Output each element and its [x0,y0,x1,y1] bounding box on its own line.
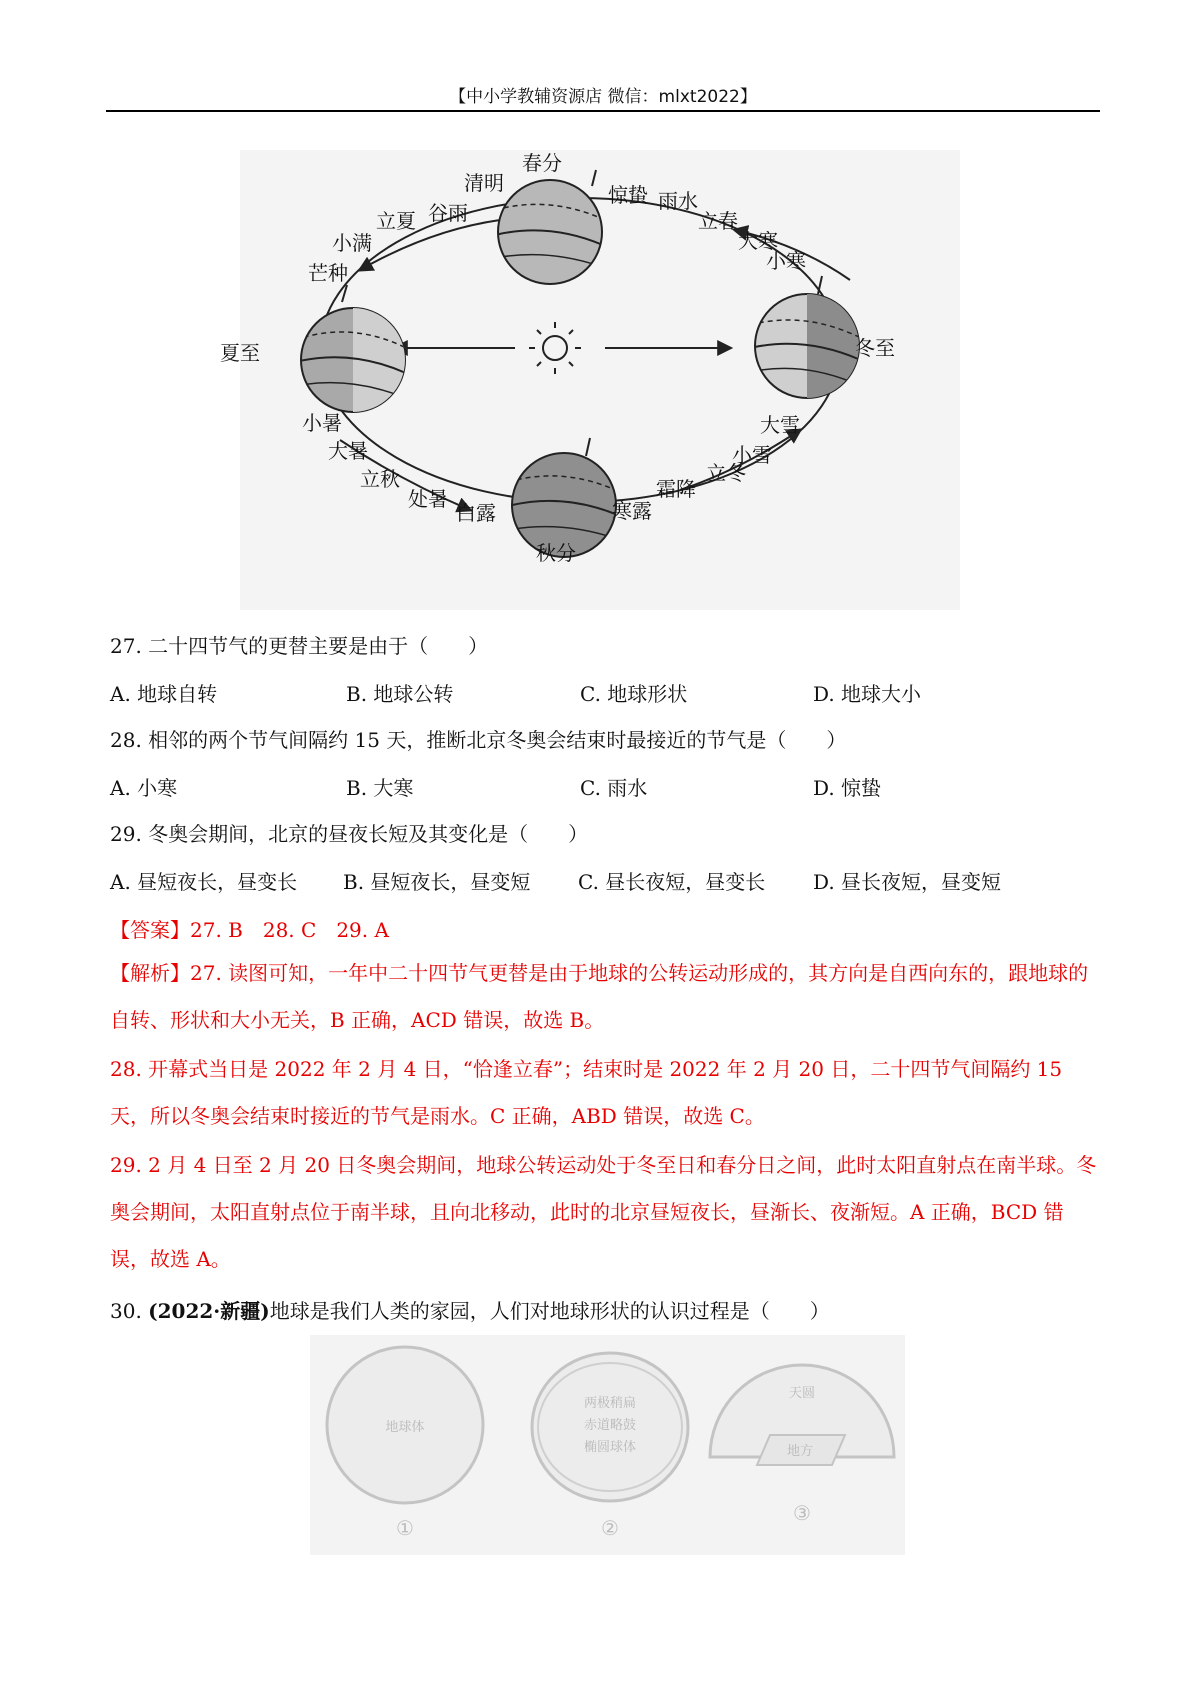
q27-option-a: A. 地球自转 [110,682,218,706]
q28-option-b: B. 大寒 [346,776,414,800]
q29-option-a: A. 昼短夜长，昼变长 [110,870,298,894]
question-28-stem: 28. 相邻的两个节气间隔约 15 天，推断北京冬奥会结束时最接近的节气是（ ） [110,728,847,752]
q30-source: (2022·新疆) [148,1299,270,1323]
solar-terms-orbit-diagram [200,150,1000,610]
q29-option-d: D. 昼长夜短，昼变短 [813,870,1002,894]
term-chushu: 处暑 [408,487,448,511]
term-daxue: 大雪 [760,413,800,437]
term-dashu: 大暑 [328,439,368,463]
page-header: 【中小学教辅资源店 微信：mlxt2022】 [449,87,757,107]
term-dongzhi: 冬至 [855,336,895,360]
term-xiaoxue: 小雪 [732,443,772,467]
term-dahan: 大寒 [738,229,778,253]
analysis-27-text: 27. 读图可知，一年中二十四节气更替是由于地球的公转运动形成的，其方向是自西向东的，跟地球的自转、形状和大小无关，B 正确，ACD 错误，故选 B。 [110,961,1089,1032]
term-xiaohan: 小寒 [766,249,806,273]
header-rule [106,110,1100,112]
analysis-29: 29. 2 月 4 日至 2 月 20 日冬奥会期间，地球公转运动处于冬至日和春分日之间，此时太阳直射点在南半球。冬奥会期间，太阳直射点位于南半球，且向北移动，此时的北京昼短夜长，昼渐长、夜渐短。A 正确，BCD 错误，故选 A。 [110,1153,1097,1271]
term-shuangjiang: 霜降 [656,477,696,501]
diagram2-label-2: ② [601,1516,619,1540]
diagram2-label-1: ① [396,1516,414,1540]
term-guyu: 谷雨 [428,201,468,225]
q28-option-a: A. 小寒 [110,776,178,800]
term-xiazhi: 夏至 [220,341,260,365]
diagram2-dome-bottom: 地方 [786,1444,814,1459]
term-lixia: 立夏 [376,209,416,233]
q28-option-c: C. 雨水 [580,776,648,800]
term-qingming: 清明 [464,171,504,195]
term-jingzhe: 惊蛰 [608,183,648,207]
diagram2-label-3: ③ [793,1501,811,1525]
answer-line [110,914,389,943]
answer-label: 【答案】 [110,918,190,942]
analysis-28: 28. 开幕式当日是 2022 年 2 月 4 日，“恰逢立春”；结束时是 2022 年 2 月 20 日，二十四节气间隔约 15 天，所以冬奥会结束时接近的节气是雨水。C 正确，ABD 错误，故选 C。 [110,1057,1063,1128]
q29-option-b: B. 昼短夜长，昼变短 [343,870,531,894]
term-liqiu: 立秋 [360,467,400,491]
term-lichun: 立春 [698,209,738,233]
q27-option-b: B. 地球公转 [346,682,454,706]
q27-option-d: D. 地球大小 [813,682,922,706]
diagram2-dome-top: 天圆 [788,1386,816,1401]
term-mangzhong: 芒种 [308,261,348,285]
term-yushui: 雨水 [658,189,698,213]
question-29-stem: 29. 冬奥会期间，北京的昼夜长短及其变化是（ ） [110,822,589,846]
diagram2-circle2-line1: 两极稍扁 [583,1396,637,1411]
q27-option-c: C. 地球形状 [580,682,688,706]
term-hanlu: 寒露 [612,499,652,523]
q29-option-c: C. 昼长夜短，昼变长 [578,870,766,894]
analysis-27 [110,950,1102,1044]
question-30-stem [110,1295,830,1324]
diagram2-circle1-text: 地球体 [385,1420,425,1435]
q28-option-d: D. 惊蛰 [813,776,882,800]
answer-text: 27. B 28. C 29. A [190,918,389,942]
term-chunfen: 春分 [522,151,562,175]
q30-text: 地球是我们人类的家园，人们对地球形状的认识过程是（ ） [269,1299,830,1323]
term-bailu: 白露 [456,501,496,525]
term-xiaoshu: 小暑 [302,411,342,435]
term-lidong: 立冬 [706,461,746,485]
q30-number: 30. [110,1299,149,1323]
diagram2-circle2-line3: 椭圆球体 [583,1440,637,1455]
analysis-label: 【解析】 [110,961,190,985]
term-xiaoman: 小满 [332,231,372,255]
earth-shape-diagram [300,1335,920,1555]
question-27-stem: 27. 二十四节气的更替主要是由于（ ） [110,634,489,658]
term-qiufen: 秋分 [536,541,576,565]
diagram2-circle2-line2: 赤道略鼓 [583,1418,637,1433]
